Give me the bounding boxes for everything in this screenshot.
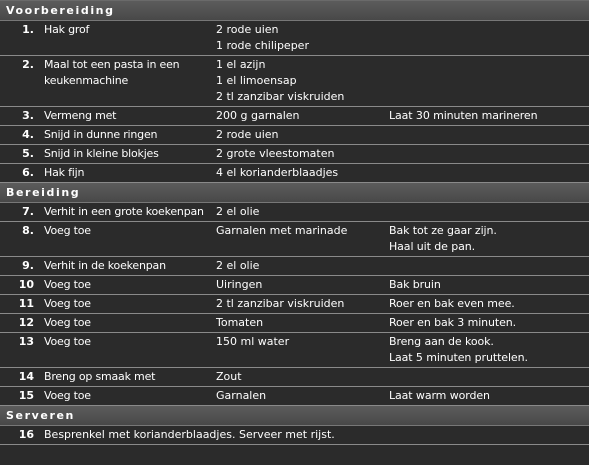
step-row <box>0 56 589 107</box>
step-action: Snijd in kleine blokjes <box>44 147 159 160</box>
step-instruction: Besprenkel met korianderblaadjes. Serveer met rijst. <box>44 428 335 441</box>
step-notes <box>389 334 589 366</box>
step-notes <box>389 277 589 293</box>
ingredient-line: 4 el korianderblaadjes <box>216 166 339 179</box>
step-row <box>0 276 589 295</box>
step-number: 10 <box>18 278 34 291</box>
step-action: Voeg toe <box>44 316 91 329</box>
step-row <box>0 126 589 145</box>
section-header: Serveren <box>0 406 589 426</box>
step-notes <box>389 127 589 143</box>
ingredient-line: Zout <box>216 370 242 383</box>
step-row <box>0 107 589 126</box>
note-line: Breng aan de kook. <box>389 335 494 348</box>
step-notes <box>389 146 589 162</box>
note-line: Laat 30 minuten marineren <box>389 109 538 122</box>
step-action: Hak fijn <box>44 166 85 179</box>
ingredient-line: Tomaten <box>216 316 264 329</box>
ingredient-line: 2 grote vleestomaten <box>216 147 335 160</box>
step-number: 5. <box>22 147 34 160</box>
step-notes <box>389 22 589 54</box>
ingredient-line: 1 el limoensap <box>216 74 297 87</box>
ingredient-line: 2 rode uien <box>216 23 279 36</box>
note-line: Laat 5 minuten pruttelen. <box>389 351 528 364</box>
ingredient-line: 2 el olie <box>216 259 260 272</box>
step-number: 6. <box>22 166 34 179</box>
step-ingredients <box>216 258 389 274</box>
step-number: 2. <box>22 58 34 71</box>
step-action: Voeg toe <box>44 297 91 310</box>
ingredient-line: 1 rode chilipeper <box>216 39 309 52</box>
ingredient-line: 2 rode uien <box>216 128 279 141</box>
note-line: Bak tot ze gaar zijn. <box>389 224 497 237</box>
step-number: 15 <box>18 389 34 402</box>
step-action: Verhit in de koekenpan <box>44 259 166 272</box>
note-line: Haal uit de pan. <box>389 240 475 253</box>
step-notes <box>389 388 589 404</box>
step-ingredients <box>216 127 389 143</box>
step-row <box>0 145 589 164</box>
note-line: Roer en bak even mee. <box>389 297 515 310</box>
step-notes <box>389 223 589 255</box>
ingredient-line: 2 tl zanzibar viskruiden <box>216 297 345 310</box>
step-notes <box>389 204 589 220</box>
step-number: 1. <box>22 23 34 36</box>
step-ingredients <box>216 204 389 220</box>
step-ingredients <box>216 22 389 54</box>
step-number: 13 <box>18 335 34 348</box>
step-notes <box>389 258 589 274</box>
step-ingredients <box>216 296 389 312</box>
section-header: Bereiding <box>0 183 589 203</box>
step-row <box>0 295 589 314</box>
step-notes <box>389 296 589 312</box>
step-ingredients <box>216 57 389 105</box>
step-ingredients <box>216 277 389 293</box>
step-row <box>0 164 589 183</box>
step-notes <box>389 315 589 331</box>
step-ingredients <box>216 165 389 181</box>
step-ingredients <box>216 334 389 366</box>
ingredient-line: Garnalen <box>216 389 267 402</box>
step-number: 8. <box>22 224 34 237</box>
step-number: 11 <box>18 297 34 310</box>
ingredient-line: 200 g garnalen <box>216 109 300 122</box>
step-number: 14 <box>18 370 34 383</box>
step-action: Maal tot een pasta in een keukenmachine <box>44 58 180 87</box>
step-number: 16 <box>18 428 34 441</box>
ingredient-line: Garnalen met marinade <box>216 224 348 237</box>
step-number: 7. <box>22 205 34 218</box>
note-line: Laat warm worden <box>389 389 490 402</box>
step-ingredients <box>216 315 389 331</box>
ingredient-line: 150 ml water <box>216 335 290 348</box>
step-action: Voeg toe <box>44 335 91 348</box>
ingredient-line: Uiringen <box>216 278 263 291</box>
section-header: Voorbereiding <box>0 1 589 21</box>
step-notes <box>389 57 589 105</box>
step-ingredients <box>216 223 389 255</box>
note-line: Bak bruin <box>389 278 441 291</box>
step-row <box>0 257 589 276</box>
step-number: 9. <box>22 259 34 272</box>
step-action: Voeg toe <box>44 224 91 237</box>
step-ingredients <box>216 388 389 404</box>
step-action: Voeg toe <box>44 278 91 291</box>
step-action: Hak grof <box>44 23 90 36</box>
ingredient-line: 2 el olie <box>216 205 260 218</box>
step-action: Verhit in een grote koekenpan <box>44 205 204 218</box>
step-notes <box>389 369 589 385</box>
step-row <box>0 222 589 257</box>
step-action: Snijd in dunne ringen <box>44 128 158 141</box>
step-number: 3. <box>22 109 34 122</box>
step-row <box>0 21 589 56</box>
note-line: Roer en bak 3 minuten. <box>389 316 517 329</box>
step-ingredients <box>216 369 389 385</box>
step-notes <box>389 108 589 124</box>
step-row <box>0 368 589 387</box>
step-number: 12 <box>18 316 34 329</box>
step-action: Breng op smaak met <box>44 370 156 383</box>
step-number: 4. <box>22 128 34 141</box>
ingredient-line: 1 el azijn <box>216 58 266 71</box>
step-row <box>0 203 589 222</box>
step-ingredients <box>216 146 389 162</box>
step-row <box>0 387 589 406</box>
step-ingredients <box>216 108 389 124</box>
step-action: Vermeng met <box>44 109 117 122</box>
step-action: Voeg toe <box>44 389 91 402</box>
step-notes <box>389 165 589 181</box>
step-row <box>0 314 589 333</box>
ingredient-line: 2 tl zanzibar viskruiden <box>216 90 345 103</box>
step-row <box>0 333 589 368</box>
step-row <box>0 426 589 445</box>
